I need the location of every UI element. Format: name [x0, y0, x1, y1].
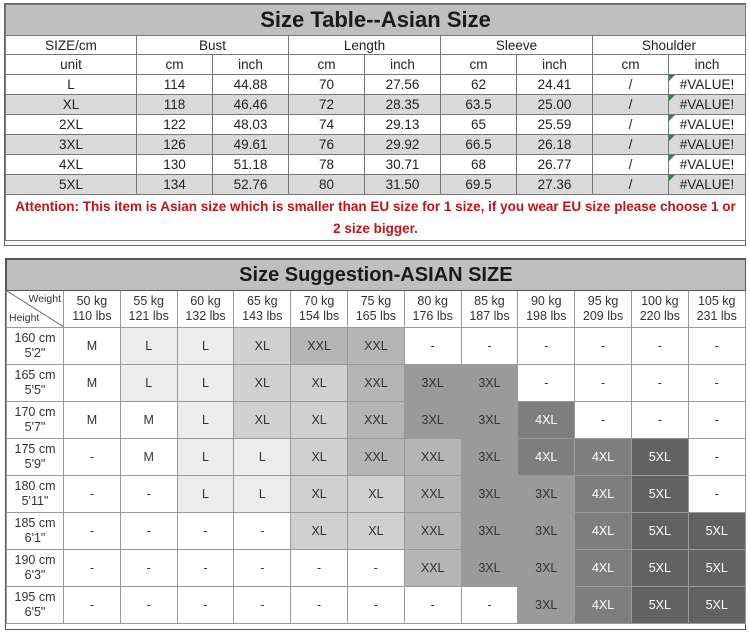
measurement-cell: 26.77 [517, 155, 593, 175]
measurement-cell: 51.18 [213, 155, 289, 175]
size-suggestion-cell: - [631, 402, 688, 439]
size-row [6, 75, 746, 95]
height-ft: 5'5" [24, 383, 46, 397]
height-row [7, 550, 746, 587]
size-label-cell: XL [6, 95, 137, 115]
measurement-cell: 25.00 [517, 95, 593, 115]
weight-column-header [461, 291, 518, 328]
size-suggestion-cell: - [631, 328, 688, 365]
size-suggestion-cell: XL [291, 476, 348, 513]
height-row-header [7, 513, 64, 550]
measurement-cell: 118 [137, 95, 213, 115]
weight-lbs: 132 lbs [185, 309, 226, 323]
size-label-cell: L [6, 75, 137, 95]
height-cm: 170 cm [14, 405, 56, 419]
measurement-cell: 28.35 [365, 95, 441, 115]
weight-column-header [291, 291, 348, 328]
size-suggestion-cell: L [234, 439, 291, 476]
size-suggestion-cell: 5XL [688, 513, 745, 550]
size-suggestion-cell: - [461, 328, 518, 365]
size-label-cell: 5XL [6, 175, 137, 195]
measurement-cell: #VALUE! [669, 75, 746, 95]
size-suggestion-cell: M [120, 402, 177, 439]
size-suggestion-cell: 3XL [461, 439, 518, 476]
height-row-header [7, 587, 64, 624]
weight-lbs: 209 lbs [582, 309, 624, 323]
weight-column-header [575, 291, 632, 328]
size-suggestion-cell: 5XL [631, 439, 688, 476]
size-suggestion-cell: 3XL [461, 365, 518, 402]
size-suggestion-cell: 4XL [575, 550, 632, 587]
size-suggestion-cell: - [291, 550, 348, 587]
height-row-header [7, 328, 64, 365]
size-suggestion-cell: XL [234, 365, 291, 402]
weight-kg: 70 kg [303, 294, 335, 308]
weight-kg: 85 kg [474, 294, 505, 308]
weight-lbs: 143 lbs [242, 309, 283, 323]
height-ft: 6'5" [24, 605, 46, 619]
weight-column-header [120, 291, 177, 328]
measurement-cell: 27.36 [517, 175, 593, 195]
size-suggestion-cell: XXL [404, 513, 461, 550]
size-row [6, 175, 746, 195]
size-suggestion-cell: 4XL [575, 587, 632, 624]
weight-lbs: 220 lbs [639, 309, 681, 323]
size-suggestion-cell: M [64, 402, 121, 439]
size-suggestion-cell: 5XL [631, 587, 688, 624]
measurement-cell: 65 [441, 115, 517, 135]
size-row [6, 95, 746, 115]
size-suggestion-cell: - [631, 365, 688, 402]
measurement-cell: #VALUE! [669, 135, 746, 155]
measurement-cell: #VALUE! [669, 115, 746, 135]
measurement-cell: 68 [441, 155, 517, 175]
weight-header-row [7, 291, 746, 328]
size-suggestion-cell: - [64, 476, 121, 513]
size-column-label: SIZE/cm [6, 36, 137, 55]
weight-lbs: 154 lbs [298, 309, 340, 323]
weight-kg: 65 kg [246, 294, 278, 308]
size-suggestion-cell: - [688, 402, 745, 439]
height-axis-label: Height [9, 312, 40, 324]
weight-kg: 100 kg [641, 294, 679, 308]
measurement-cell: 26.18 [517, 135, 593, 155]
size-suggestion-cell: 3XL [404, 365, 461, 402]
unit-cell: cm [137, 55, 213, 75]
weight-lbs: 165 lbs [355, 309, 397, 323]
size-suggestion-cell: 5XL [631, 550, 688, 587]
size-suggestion-cell: L [234, 476, 291, 513]
height-row [7, 513, 746, 550]
size-label-cell: 3XL [6, 135, 137, 155]
height-row [7, 587, 746, 624]
size-label-cell: 2XL [6, 115, 137, 135]
measurement-cell: 46.46 [213, 95, 289, 115]
unit-cell: inch [213, 55, 289, 75]
measurement-cell: 76 [289, 135, 365, 155]
measurement-cell: 49.61 [213, 135, 289, 155]
height-row [7, 476, 746, 513]
size-suggestion-cell: 3XL [461, 402, 518, 439]
measurement-cell: 114 [137, 75, 213, 95]
unit-cell: inch [365, 55, 441, 75]
size-suggestion-cell: XL [347, 513, 404, 550]
size-table-body [6, 75, 746, 195]
size-suggestion-cell: - [347, 587, 404, 624]
weight-axis-label: Weight [28, 293, 61, 305]
height-ft: 6'3" [24, 568, 46, 582]
height-cm: 160 cm [14, 331, 56, 345]
weight-column-header [347, 291, 404, 328]
size-suggestion-cell: 3XL [518, 550, 575, 587]
group-header-shoulder: Shoulder [593, 36, 746, 55]
height-row [7, 365, 746, 402]
size-suggestion-cell: 4XL [518, 402, 575, 439]
weight-column-header [688, 291, 745, 328]
size-suggestion-cell: - [234, 587, 291, 624]
height-cm: 180 cm [14, 479, 56, 493]
height-row-header [7, 550, 64, 587]
size-suggestion-cell: XXL [404, 550, 461, 587]
measurement-cell: 30.71 [365, 155, 441, 175]
measurement-cell: 31.50 [365, 175, 441, 195]
weight-lbs: 121 lbs [128, 309, 169, 323]
measurement-cell: 134 [137, 175, 213, 195]
measurement-cell: 78 [289, 155, 365, 175]
height-cm: 195 cm [14, 590, 56, 604]
weight-column-header [234, 291, 291, 328]
measurement-cell: 74 [289, 115, 365, 135]
size-table [5, 4, 746, 241]
size-suggestion-cell: - [688, 476, 745, 513]
size-suggestion-cell: - [120, 587, 177, 624]
size-row [6, 155, 746, 175]
size-suggestion-cell: - [177, 587, 234, 624]
size-suggestion-panel [5, 258, 746, 630]
size-table-title: Size Table--Asian Size [6, 5, 746, 36]
size-suggestion-title: Size Suggestion-ASIAN SIZE [7, 260, 746, 291]
size-suggestion-cell: L [177, 402, 234, 439]
measurement-cell: 70 [289, 75, 365, 95]
size-suggestion-cell: 3XL [461, 550, 518, 587]
size-suggestion-cell: - [291, 587, 348, 624]
size-suggestion-cell: 5XL [631, 476, 688, 513]
size-suggestion-cell: - [120, 476, 177, 513]
measurement-cell: 122 [137, 115, 213, 135]
size-suggestion-cell: XL [234, 402, 291, 439]
height-row [7, 402, 746, 439]
measurement-cell: 48.03 [213, 115, 289, 135]
size-suggestion-cell: L [177, 476, 234, 513]
size-suggestion-cell: - [120, 513, 177, 550]
weight-lbs: 198 lbs [526, 309, 567, 323]
weight-kg: 75 kg [360, 294, 392, 308]
height-row-header [7, 365, 64, 402]
size-suggestion-cell: XL [291, 365, 348, 402]
size-suggestion-cell: L [177, 439, 234, 476]
measurement-cell: 24.41 [517, 75, 593, 95]
size-suggestion-cell: XL [347, 476, 404, 513]
size-suggestion-cell: M [64, 328, 121, 365]
measurement-cell: 130 [137, 155, 213, 175]
size-suggestion-cell: - [234, 550, 291, 587]
measurement-cell: 52.76 [213, 175, 289, 195]
size-suggestion-cell: L [177, 328, 234, 365]
weight-kg: 105 kg [697, 294, 736, 308]
size-suggestion-cell: L [120, 328, 177, 365]
measurement-cell: 80 [289, 175, 365, 195]
size-suggestion-cell: - [518, 365, 575, 402]
measurement-cell: / [593, 155, 669, 175]
height-row-header [7, 402, 64, 439]
weight-kg: 55 kg [133, 294, 164, 308]
size-suggestion-cell: - [518, 328, 575, 365]
measurement-cell: 69.5 [441, 175, 517, 195]
size-suggestion-cell: L [120, 365, 177, 402]
size-suggestion-cell: - [177, 550, 234, 587]
size-suggestion-cell: 3XL [518, 513, 575, 550]
weight-height-corner [7, 291, 64, 328]
size-table-panel [4, 3, 746, 246]
weight-kg: 80 kg [417, 294, 448, 308]
weight-lbs: 187 lbs [469, 309, 510, 323]
measurement-cell: / [593, 95, 669, 115]
size-suggestion-cell: XXL [347, 328, 404, 365]
size-suggestion-cell: XL [291, 439, 348, 476]
size-suggestion-table [6, 259, 746, 624]
size-suggestion-cell: XL [291, 402, 348, 439]
size-suggestion-cell: 4XL [575, 513, 632, 550]
size-suggestion-cell: L [177, 365, 234, 402]
size-suggestion-cell: XXL [291, 328, 348, 365]
height-ft: 5'2" [24, 346, 46, 360]
unit-cell: inch [517, 55, 593, 75]
measurement-cell: / [593, 75, 669, 95]
weight-column-header [404, 291, 461, 328]
height-cm: 185 cm [14, 516, 56, 530]
size-suggestion-cell: - [64, 587, 121, 624]
measurement-cell: 29.13 [365, 115, 441, 135]
unit-cell: cm [289, 55, 365, 75]
size-suggestion-cell: M [64, 365, 121, 402]
size-suggestion-cell: XXL [347, 439, 404, 476]
height-row-header [7, 476, 64, 513]
height-ft: 5'11" [21, 494, 49, 508]
size-suggestion-body [7, 328, 746, 624]
size-suggestion-cell: - [688, 365, 745, 402]
size-suggestion-cell: 5XL [688, 550, 745, 587]
size-suggestion-cell: - [575, 328, 632, 365]
size-suggestion-cell: 3XL [461, 476, 518, 513]
height-row [7, 439, 746, 476]
height-cm: 175 cm [14, 442, 56, 456]
group-header-sleeve: Sleeve [441, 36, 593, 55]
size-suggestion-cell: XXL [404, 439, 461, 476]
measurement-cell: 126 [137, 135, 213, 155]
weight-column-header [177, 291, 234, 328]
measurement-cell: #VALUE! [669, 175, 746, 195]
size-suggestion-cell: - [177, 513, 234, 550]
weight-column-header [518, 291, 575, 328]
measurement-cell: #VALUE! [669, 155, 746, 175]
measurement-cell: / [593, 115, 669, 135]
size-suggestion-cell: 4XL [518, 439, 575, 476]
measurement-cell: / [593, 135, 669, 155]
measurement-cell: #VALUE! [669, 95, 746, 115]
weight-kg: 50 kg [76, 294, 108, 308]
size-suggestion-cell: - [64, 550, 121, 587]
unit-cell: inch [669, 55, 746, 75]
size-label-cell: 4XL [6, 155, 137, 175]
measurement-cell: 44.88 [213, 75, 289, 95]
measurement-cell: 72 [289, 95, 365, 115]
measurement-cell: 25.59 [517, 115, 593, 135]
weight-column-header [64, 291, 121, 328]
size-suggestion-cell: XXL [347, 365, 404, 402]
size-row [6, 115, 746, 135]
size-suggestion-cell: - [347, 550, 404, 587]
size-suggestion-cell: - [688, 439, 745, 476]
height-ft: 6'1" [24, 531, 46, 545]
height-cm: 165 cm [14, 368, 56, 382]
measurement-cell: 63.5 [441, 95, 517, 115]
weight-column-header [631, 291, 688, 328]
attention-note: Attention: This item is Asian size which is smaller than EU size for 1 size, if you wear EU size please choose 1 or 2 size bigger. [6, 195, 746, 241]
weight-kg: 90 kg [530, 294, 562, 308]
size-suggestion-cell: 4XL [575, 476, 632, 513]
size-suggestion-cell: XXL [347, 402, 404, 439]
height-ft: 5'9" [24, 457, 46, 471]
measurement-cell: 62 [441, 75, 517, 95]
size-suggestion-cell: - [404, 587, 461, 624]
measurement-cell: / [593, 175, 669, 195]
size-suggestion-cell: XL [234, 328, 291, 365]
size-suggestion-cell: 3XL [518, 476, 575, 513]
measurement-cell: 66.5 [441, 135, 517, 155]
size-suggestion-cell: 4XL [575, 439, 632, 476]
size-suggestion-cell: - [120, 550, 177, 587]
size-suggestion-cell: XXL [404, 476, 461, 513]
size-suggestion-cell: - [575, 402, 632, 439]
size-suggestion-cell: 5XL [631, 513, 688, 550]
measurement-cell: 27.56 [365, 75, 441, 95]
height-ft: 5'7" [24, 420, 46, 434]
group-header-length: Length [289, 36, 441, 55]
size-suggestion-cell: - [64, 513, 121, 550]
weight-kg: 95 kg [587, 294, 619, 308]
size-row [6, 135, 746, 155]
size-suggestion-cell: 3XL [461, 513, 518, 550]
size-suggestion-cell: - [404, 328, 461, 365]
size-suggestion-cell: 3XL [518, 587, 575, 624]
size-suggestion-cell: - [234, 513, 291, 550]
size-suggestion-cell: 3XL [404, 402, 461, 439]
height-row [7, 328, 746, 365]
size-suggestion-cell: - [64, 439, 121, 476]
size-suggestion-cell: - [688, 328, 745, 365]
weight-kg: 60 kg [190, 294, 221, 308]
size-suggestion-cell: XL [291, 513, 348, 550]
weight-lbs: 176 lbs [412, 309, 453, 323]
unit-cell: cm [593, 55, 669, 75]
height-cm: 190 cm [14, 553, 56, 567]
size-suggestion-cell: - [461, 587, 518, 624]
size-suggestion-cell: - [575, 365, 632, 402]
size-suggestion-cell: 5XL [688, 587, 745, 624]
unit-label: unit [6, 55, 137, 75]
measurement-cell: 29.92 [365, 135, 441, 155]
unit-cell: cm [441, 55, 517, 75]
group-header-bust: Bust [137, 36, 289, 55]
weight-lbs: 110 lbs [72, 309, 112, 323]
height-row-header [7, 439, 64, 476]
weight-lbs: 231 lbs [696, 309, 737, 323]
size-suggestion-cell: M [120, 439, 177, 476]
